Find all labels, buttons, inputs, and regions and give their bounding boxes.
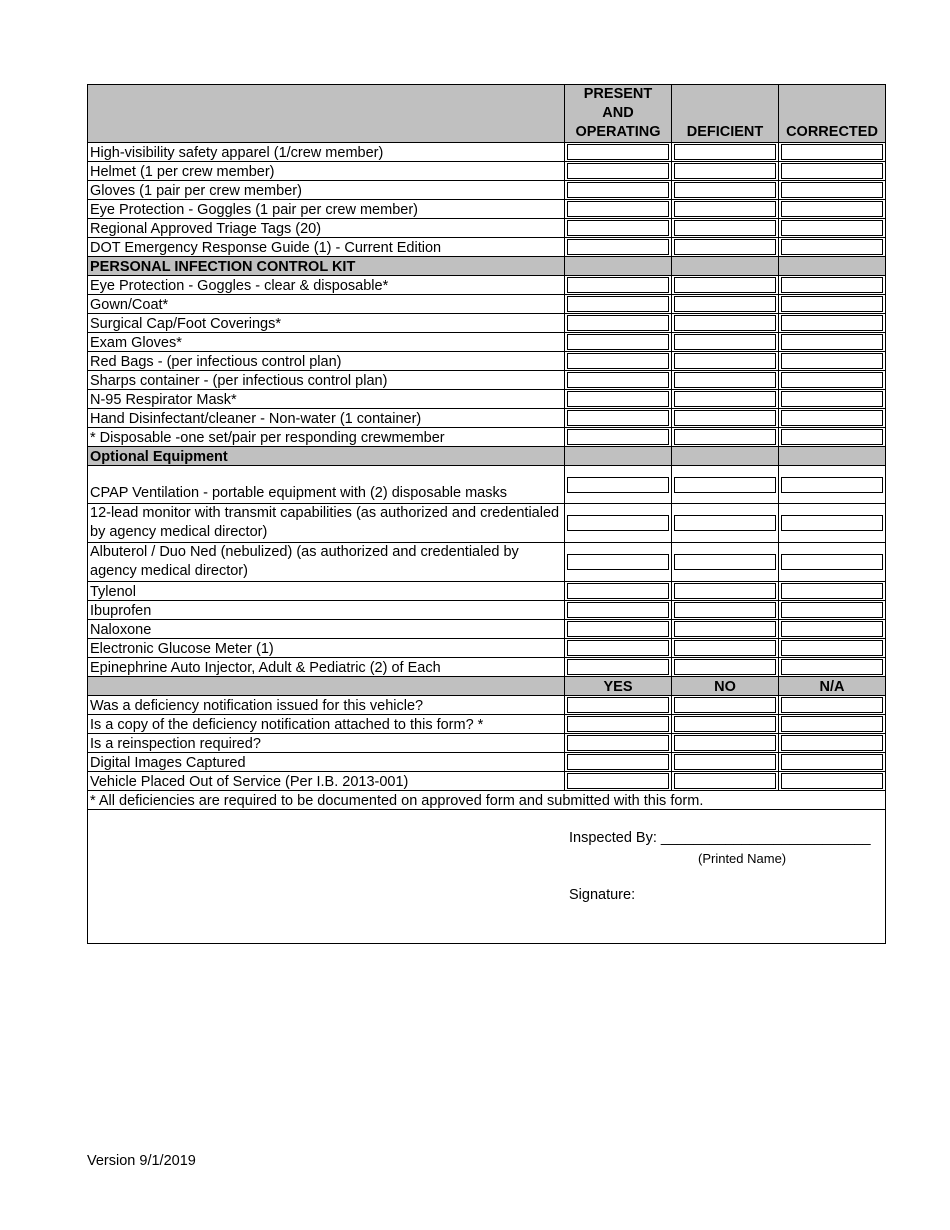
corrected-checkbox[interactable]: [781, 640, 883, 656]
equipment-row: [88, 162, 886, 181]
corrected-cell: [779, 181, 886, 200]
infection-row: [88, 409, 886, 428]
deficient-checkbox[interactable]: [674, 429, 776, 445]
na-checkbox[interactable]: [781, 716, 883, 732]
deficient-checkbox[interactable]: [674, 182, 776, 198]
deficient-cell: [672, 504, 779, 543]
present-operating-checkbox[interactable]: [567, 201, 669, 217]
optional-row: [88, 504, 886, 543]
no-cell: [672, 753, 779, 772]
corrected-cell: [779, 466, 886, 504]
answer-header-row: [88, 677, 886, 696]
corrected-checkbox[interactable]: [781, 239, 883, 255]
printed-name-caption: (Printed Name): [698, 851, 787, 866]
infection-section-title: PERSONAL INFECTION CONTROL KIT: [88, 257, 565, 276]
deficient-checkbox[interactable]: [674, 554, 776, 570]
corrected-checkbox[interactable]: [781, 515, 883, 531]
corrected-cell: [779, 200, 886, 219]
answer-header-blank: [88, 677, 565, 696]
corrected-cell: [779, 601, 886, 620]
corrected-cell: [779, 314, 886, 333]
infection-row-label: Hand Disinfectant/cleaner - Non-water (1 container): [88, 409, 565, 428]
deficient-header: DEFICIENT: [672, 85, 779, 143]
optional-row: [88, 658, 886, 677]
equipment-row: [88, 181, 886, 200]
present-operating-cell: [565, 238, 672, 257]
no-cell: [672, 734, 779, 753]
equipment-row-label: High-visibility safety apparel (1/crew member): [88, 143, 565, 162]
present-operating-cell: [565, 143, 672, 162]
present-operating-checkbox[interactable]: [567, 163, 669, 179]
corrected-checkbox[interactable]: [781, 353, 883, 369]
deficient-checkbox[interactable]: [674, 621, 776, 637]
corrected-checkbox[interactable]: [781, 163, 883, 179]
present-operating-checkbox[interactable]: [567, 334, 669, 350]
footnote: * All deficiencies are required to be documented on approved form and submitted with this form.: [88, 791, 886, 810]
corrected-checkbox[interactable]: [781, 659, 883, 675]
infection-row: [88, 333, 886, 352]
section-cell: [779, 447, 886, 466]
present-operating-cell: [565, 333, 672, 352]
deficient-cell: [672, 181, 779, 200]
present-operating-checkbox[interactable]: [567, 353, 669, 369]
deficient-checkbox[interactable]: [674, 372, 776, 388]
infection-row-label: Eye Protection - Goggles - clear & disposable*: [88, 276, 565, 295]
deficient-checkbox[interactable]: [674, 334, 776, 350]
na-cell: [779, 696, 886, 715]
present-operating-cell: [565, 582, 672, 601]
optional-row: [88, 582, 886, 601]
corrected-checkbox[interactable]: [781, 391, 883, 407]
deficient-checkbox[interactable]: [674, 640, 776, 656]
present-operating-checkbox[interactable]: [567, 640, 669, 656]
corrected-cell: [779, 543, 886, 582]
optional-row-label: Albuterol / Duo Ned (nebulized) (as authorized and credentialed by agency medical director): [88, 543, 565, 582]
equipment-row-label: DOT Emergency Response Guide (1) - Current Edition: [88, 238, 565, 257]
yes-cell: [565, 734, 672, 753]
present-operating-checkbox[interactable]: [567, 583, 669, 599]
question-row: [88, 696, 886, 715]
present-operating-cell: [565, 276, 672, 295]
deficient-cell: [672, 466, 779, 504]
na-cell: [779, 734, 886, 753]
optional-row-label: Ibuprofen: [88, 601, 565, 620]
yes-cell: [565, 772, 672, 791]
present-operating-cell: [565, 314, 672, 333]
optional-row: [88, 543, 886, 582]
no-checkbox[interactable]: [674, 754, 776, 770]
equipment-row-label: Helmet (1 per crew member): [88, 162, 565, 181]
present-operating-cell: [565, 162, 672, 181]
present-header-line2: AND: [602, 105, 634, 121]
infection-row-label: Gown/Coat*: [88, 295, 565, 314]
optional-group: [88, 466, 886, 677]
corrected-cell: [779, 162, 886, 181]
na-checkbox[interactable]: [781, 735, 883, 751]
infection-row: [88, 276, 886, 295]
deficient-cell: [672, 582, 779, 601]
corrected-cell: [779, 238, 886, 257]
present-header-line1: PRESENT: [583, 86, 653, 102]
equipment-row: [88, 219, 886, 238]
na-checkbox[interactable]: [781, 773, 883, 789]
question-group: [88, 696, 886, 791]
deficient-checkbox[interactable]: [674, 315, 776, 331]
yes-checkbox[interactable]: [567, 716, 669, 732]
corrected-cell: [779, 658, 886, 677]
corrected-checkbox[interactable]: [781, 296, 883, 312]
no-checkbox[interactable]: [674, 697, 776, 713]
corrected-cell: [779, 371, 886, 390]
question-row-label: Digital Images Captured: [88, 753, 565, 772]
present-operating-checkbox[interactable]: [567, 144, 669, 160]
optional-row-label: 12-lead monitor with transmit capabilities (as authorized and credentialed by agency medical director): [88, 504, 565, 543]
present-operating-cell: [565, 219, 672, 238]
yes-cell: [565, 715, 672, 734]
present-operating-header: [565, 85, 672, 143]
signature-row: [88, 810, 886, 944]
no-cell: [672, 715, 779, 734]
present-operating-cell: [565, 409, 672, 428]
yes-checkbox[interactable]: [567, 754, 669, 770]
present-operating-cell: [565, 295, 672, 314]
optional-row: [88, 601, 886, 620]
no-checkbox[interactable]: [674, 716, 776, 732]
deficient-checkbox[interactable]: [674, 477, 776, 493]
na-checkbox[interactable]: [781, 754, 883, 770]
header-row: [88, 85, 886, 143]
yes-checkbox[interactable]: [567, 697, 669, 713]
yes-header: YES: [565, 677, 672, 696]
present-operating-cell: [565, 620, 672, 639]
equipment-row: [88, 200, 886, 219]
present-operating-cell: [565, 390, 672, 409]
no-header: NO: [672, 677, 779, 696]
yes-checkbox[interactable]: [567, 735, 669, 751]
present-operating-checkbox[interactable]: [567, 515, 669, 531]
signature-cell: [88, 810, 886, 944]
deficient-checkbox[interactable]: [674, 296, 776, 312]
deficient-cell: [672, 658, 779, 677]
corrected-cell: [779, 504, 886, 543]
infection-row-label: Red Bags - (per infectious control plan): [88, 352, 565, 371]
deficient-checkbox[interactable]: [674, 239, 776, 255]
corrected-checkbox[interactable]: [781, 220, 883, 236]
corrected-checkbox[interactable]: [781, 429, 883, 445]
footnote-row: [88, 791, 886, 810]
question-row: [88, 715, 886, 734]
deficient-checkbox[interactable]: [674, 391, 776, 407]
na-cell: [779, 753, 886, 772]
version-label: Version 9/1/2019: [87, 1153, 196, 1169]
corrected-checkbox[interactable]: [781, 372, 883, 388]
present-operating-checkbox[interactable]: [567, 429, 669, 445]
corrected-header: CORRECTED: [779, 85, 886, 143]
present-operating-cell: [565, 428, 672, 447]
yes-checkbox[interactable]: [567, 773, 669, 789]
present-operating-checkbox[interactable]: [567, 391, 669, 407]
optional-row-label: Naloxone: [88, 620, 565, 639]
present-operating-checkbox[interactable]: [567, 602, 669, 618]
present-operating-cell: [565, 466, 672, 504]
yes-cell: [565, 696, 672, 715]
corrected-checkbox[interactable]: [781, 554, 883, 570]
deficient-cell: [672, 276, 779, 295]
equipment-row-label: Regional Approved Triage Tags (20): [88, 219, 565, 238]
header-blank: [88, 85, 565, 143]
infection-row: [88, 295, 886, 314]
optional-section-title: Optional Equipment: [88, 447, 565, 466]
infection-row-label: * Disposable -one set/pair per responding crewmember: [88, 428, 565, 447]
present-operating-cell: [565, 658, 672, 677]
question-row-label: Vehicle Placed Out of Service (Per I.B. 2013-001): [88, 772, 565, 791]
present-operating-checkbox[interactable]: [567, 296, 669, 312]
signature-field[interactable]: Signature:: [569, 887, 636, 903]
present-operating-checkbox[interactable]: [567, 182, 669, 198]
deficient-checkbox[interactable]: [674, 602, 776, 618]
deficient-cell: [672, 200, 779, 219]
deficient-cell: [672, 162, 779, 181]
equipment-row: [88, 143, 886, 162]
deficient-cell: [672, 295, 779, 314]
infection-row: [88, 390, 886, 409]
deficient-cell: [672, 639, 779, 658]
optional-section-row: [88, 447, 886, 466]
na-checkbox[interactable]: [781, 697, 883, 713]
deficient-cell: [672, 428, 779, 447]
corrected-checkbox[interactable]: [781, 477, 883, 493]
deficient-checkbox[interactable]: [674, 353, 776, 369]
corrected-cell: [779, 333, 886, 352]
corrected-checkbox[interactable]: [781, 144, 883, 160]
corrected-checkbox[interactable]: [781, 583, 883, 599]
deficient-cell: [672, 371, 779, 390]
section-cell: [672, 447, 779, 466]
present-operating-checkbox[interactable]: [567, 659, 669, 675]
deficient-checkbox[interactable]: [674, 410, 776, 426]
optional-row-label: Electronic Glucose Meter (1): [88, 639, 565, 658]
present-operating-cell: [565, 504, 672, 543]
corrected-cell: [779, 276, 886, 295]
equipment-group: [88, 143, 886, 257]
infection-row: [88, 428, 886, 447]
equipment-row-label: Eye Protection - Goggles (1 pair per crew member): [88, 200, 565, 219]
infection-row: [88, 371, 886, 390]
deficient-checkbox[interactable]: [674, 201, 776, 217]
corrected-checkbox[interactable]: [781, 201, 883, 217]
corrected-cell: [779, 428, 886, 447]
section-cell: [565, 447, 672, 466]
infection-row: [88, 314, 886, 333]
corrected-cell: [779, 352, 886, 371]
present-operating-cell: [565, 639, 672, 658]
optional-row-label: CPAP Ventilation - portable equipment with (2) disposable masks: [88, 466, 565, 504]
deficient-cell: [672, 314, 779, 333]
deficient-checkbox[interactable]: [674, 515, 776, 531]
corrected-cell: [779, 582, 886, 601]
no-cell: [672, 696, 779, 715]
deficient-checkbox[interactable]: [674, 659, 776, 675]
question-row-label: Is a copy of the deficiency notification attached to this form? *: [88, 715, 565, 734]
infection-row-label: Sharps container - (per infectious control plan): [88, 371, 565, 390]
deficient-checkbox[interactable]: [674, 277, 776, 293]
present-operating-cell: [565, 181, 672, 200]
optional-row: [88, 620, 886, 639]
deficient-cell: [672, 390, 779, 409]
section-cell: [672, 257, 779, 276]
deficient-cell: [672, 219, 779, 238]
question-row-label: Was a deficiency notification issued for this vehicle?: [88, 696, 565, 715]
na-header: N/A: [779, 677, 886, 696]
corrected-checkbox[interactable]: [781, 277, 883, 293]
infection-row-label: Surgical Cap/Foot Coverings*: [88, 314, 565, 333]
no-cell: [672, 772, 779, 791]
deficient-checkbox[interactable]: [674, 583, 776, 599]
corrected-checkbox[interactable]: [781, 315, 883, 331]
present-operating-checkbox[interactable]: [567, 239, 669, 255]
inspection-checklist-table: [87, 84, 886, 944]
corrected-checkbox[interactable]: [781, 182, 883, 198]
present-operating-checkbox[interactable]: [567, 372, 669, 388]
present-operating-cell: [565, 543, 672, 582]
deficient-cell: [672, 620, 779, 639]
deficient-cell: [672, 409, 779, 428]
present-operating-checkbox[interactable]: [567, 277, 669, 293]
corrected-cell: [779, 409, 886, 428]
deficient-cell: [672, 601, 779, 620]
na-cell: [779, 715, 886, 734]
inspected-by-field[interactable]: Inspected By: __________________________: [569, 830, 871, 846]
corrected-checkbox[interactable]: [781, 410, 883, 426]
question-row: [88, 734, 886, 753]
present-operating-checkbox[interactable]: [567, 621, 669, 637]
question-row: [88, 753, 886, 772]
infection-row: [88, 352, 886, 371]
present-operating-cell: [565, 352, 672, 371]
section-cell: [565, 257, 672, 276]
deficient-checkbox[interactable]: [674, 163, 776, 179]
corrected-checkbox[interactable]: [781, 621, 883, 637]
no-checkbox[interactable]: [674, 735, 776, 751]
present-header-line3: OPERATING: [575, 124, 661, 140]
yes-cell: [565, 753, 672, 772]
infection-row-label: Exam Gloves*: [88, 333, 565, 352]
deficient-cell: [672, 238, 779, 257]
corrected-cell: [779, 295, 886, 314]
present-operating-checkbox[interactable]: [567, 315, 669, 331]
optional-row: [88, 639, 886, 658]
question-row-label: Is a reinspection required?: [88, 734, 565, 753]
corrected-cell: [779, 639, 886, 658]
corrected-cell: [779, 620, 886, 639]
present-operating-cell: [565, 200, 672, 219]
signature-area: [90, 810, 883, 943]
optional-row-label: Tylenol: [88, 582, 565, 601]
na-cell: [779, 772, 886, 791]
present-operating-cell: [565, 371, 672, 390]
deficient-cell: [672, 143, 779, 162]
section-cell: [779, 257, 886, 276]
equipment-row: [88, 238, 886, 257]
present-operating-cell: [565, 601, 672, 620]
corrected-checkbox[interactable]: [781, 602, 883, 618]
deficient-cell: [672, 333, 779, 352]
deficient-checkbox[interactable]: [674, 144, 776, 160]
corrected-checkbox[interactable]: [781, 334, 883, 350]
present-operating-checkbox[interactable]: [567, 554, 669, 570]
infection-group: [88, 276, 886, 447]
deficient-cell: [672, 543, 779, 582]
corrected-cell: [779, 219, 886, 238]
corrected-cell: [779, 143, 886, 162]
equipment-row-label: Gloves (1 pair per crew member): [88, 181, 565, 200]
deficient-cell: [672, 352, 779, 371]
corrected-cell: [779, 390, 886, 409]
infection-section-row: [88, 257, 886, 276]
optional-row-label: Epinephrine Auto Injector, Adult & Pediatric (2) of Each: [88, 658, 565, 677]
deficient-checkbox[interactable]: [674, 220, 776, 236]
present-operating-checkbox[interactable]: [567, 477, 669, 493]
present-operating-checkbox[interactable]: [567, 410, 669, 426]
question-row: [88, 772, 886, 791]
no-checkbox[interactable]: [674, 773, 776, 789]
present-operating-checkbox[interactable]: [567, 220, 669, 236]
optional-row: [88, 466, 886, 504]
infection-row-label: N-95 Respirator Mask*: [88, 390, 565, 409]
